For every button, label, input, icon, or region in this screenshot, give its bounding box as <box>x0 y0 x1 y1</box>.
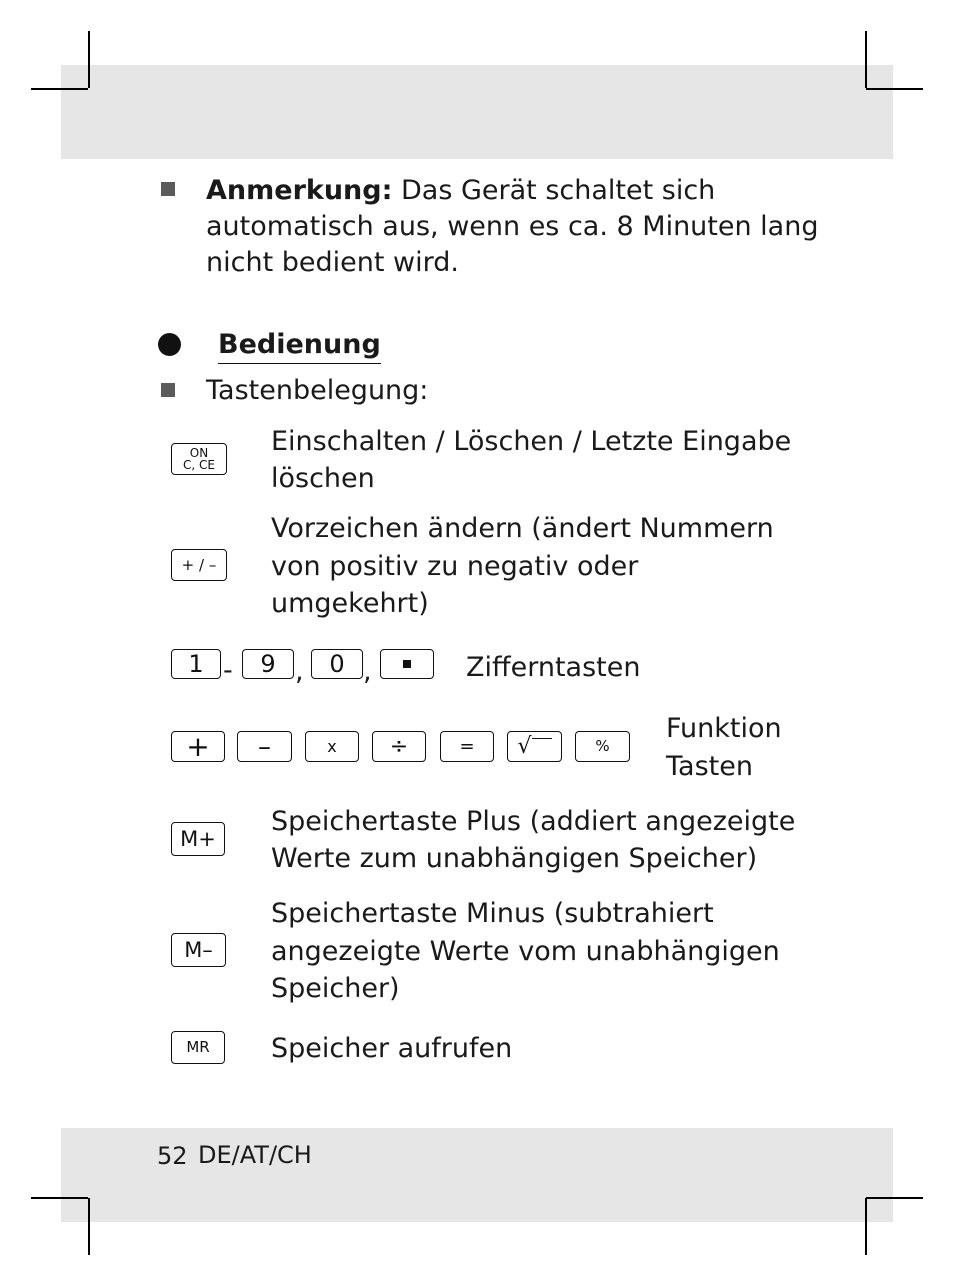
plus-key-icon <box>171 731 225 762</box>
sign-key-label: + / – <box>181 555 217 574</box>
memory-minus-desc-2: angezeigte Werte vom unabhängigen <box>271 936 780 967</box>
region-label: DE/AT/CH <box>198 1141 312 1169</box>
crop-mark-top-left-h <box>31 88 88 90</box>
crop-mark-bottom-left-v <box>88 1198 90 1255</box>
memory-plus-desc-1: Speichertaste Plus (addiert angezeigte <box>271 806 796 837</box>
digits-desc: Zifferntasten <box>466 652 641 683</box>
crop-mark-bottom-right-h <box>866 1197 923 1199</box>
note-line-1 <box>206 172 715 209</box>
page-number: 52 <box>157 1142 188 1170</box>
on-key-top-label: ON <box>189 446 209 460</box>
memory-minus-label: M– <box>184 937 213 962</box>
memory-minus-key-icon <box>171 933 226 967</box>
note-bullet <box>161 182 175 196</box>
multiply-label: x <box>327 736 337 756</box>
memory-recall-key-icon <box>171 1031 225 1064</box>
digit-0-key-icon <box>311 649 363 679</box>
digit-9-key-icon <box>242 649 294 679</box>
crop-mark-top-right-v <box>865 31 867 88</box>
memory-minus-desc-1: Speichertaste Minus (subtrahiert <box>271 898 714 929</box>
crop-mark-bottom-right-v <box>865 1198 867 1255</box>
header-band <box>61 65 893 159</box>
note-line-3: nicht bedient wird. <box>206 247 459 278</box>
note-line-2: automatisch aus, wenn es ca. 8 Minuten lang <box>206 211 819 242</box>
sqrt-bar <box>532 738 552 739</box>
multiply-key-icon <box>305 731 359 762</box>
section-bullet <box>158 333 181 356</box>
digit-0-label: 0 <box>329 650 345 678</box>
divide-key-icon <box>372 731 426 762</box>
crop-mark-top-left-v <box>88 31 90 88</box>
memory-plus-desc-2: Werte zum unabhängigen Speicher) <box>271 843 758 874</box>
minus-label: – <box>258 731 271 762</box>
sign-key-desc-2: von positiv zu negativ oder <box>271 551 639 582</box>
assignment-label: Tastenbelegung: <box>206 375 429 406</box>
note-text-1: Das Gerät schaltet sich <box>401 175 716 206</box>
memory-minus-desc-3: Speicher) <box>271 973 400 1004</box>
on-key-bottom-label: C, CE <box>183 458 215 472</box>
plus-label: + <box>186 729 210 763</box>
equals-key-icon <box>440 731 494 762</box>
divide-label: ÷ <box>389 733 409 759</box>
sqrt-key-icon <box>507 731 562 762</box>
digit-1-label: 1 <box>188 650 204 678</box>
assignment-bullet <box>161 383 175 397</box>
sqrt-label: √ <box>517 733 532 759</box>
percent-label: % <box>595 737 610 755</box>
sign-key-icon <box>171 549 227 581</box>
crop-mark-top-right-h <box>866 88 923 90</box>
comma-2: , <box>363 656 372 687</box>
section-title: Bedienung <box>218 328 381 364</box>
digit-9-label: 9 <box>260 650 276 678</box>
memory-plus-label: M+ <box>180 826 216 851</box>
memory-recall-label: MR <box>186 1038 210 1056</box>
on-key-desc-1: Einschalten / Löschen / Letzte Eingabe <box>271 426 792 457</box>
crop-mark-bottom-left-h <box>31 1197 88 1199</box>
note-label: Anmerkung: <box>206 175 393 206</box>
on-clear-key-icon <box>171 443 227 475</box>
percent-key-icon <box>575 731 630 762</box>
function-desc-2: Tasten <box>666 751 753 782</box>
decimal-dot <box>403 660 411 668</box>
function-desc-1: Funktion <box>666 713 782 744</box>
equals-label: = <box>459 735 475 757</box>
sign-key-desc-3: umgekehrt) <box>271 588 429 619</box>
sign-key-desc-1: Vorzeichen ändern (ändert Nummern <box>271 513 774 544</box>
digit-1-key-icon <box>171 649 221 679</box>
decimal-point-key-icon <box>380 649 434 679</box>
comma-1: , <box>295 656 304 687</box>
on-key-desc-2: löschen <box>271 463 375 494</box>
memory-plus-key-icon <box>171 822 225 856</box>
minus-key-icon <box>237 731 292 762</box>
memory-recall-desc: Speicher aufrufen <box>271 1033 513 1064</box>
range-dash: - <box>223 655 233 686</box>
